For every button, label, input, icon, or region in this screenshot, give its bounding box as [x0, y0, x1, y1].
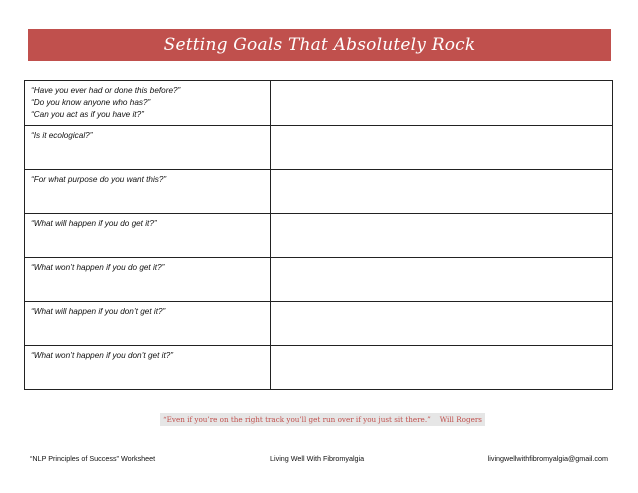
goals-worksheet-table	[24, 80, 613, 390]
answer-cell[interactable]	[271, 258, 613, 302]
table-row	[25, 214, 613, 258]
quote-author: Will Rogers	[439, 415, 482, 424]
question-text: “What will happen if you don’t get it?”	[31, 307, 166, 316]
title-banner	[28, 29, 611, 61]
table-row	[25, 302, 613, 346]
question-text: “Do you know anyone who has?”	[31, 98, 151, 107]
question-text: “What will happen if you do get it?”	[31, 219, 157, 228]
question-cell	[25, 258, 271, 302]
quote-callout	[160, 413, 485, 426]
footer-site-name: Living Well With Fibromyalgia	[270, 454, 365, 463]
answer-cell[interactable]	[271, 302, 613, 346]
footer-worksheet-title: “NLP Principles of Success” Worksheet	[30, 454, 156, 463]
question-text: “What won’t happen if you do get it?”	[31, 263, 165, 272]
answer-cell[interactable]	[271, 346, 613, 390]
quote-text: “Even if you’re on the right track you’ll get run over if you just sit there.”	[163, 415, 431, 424]
footer-email: livingwellwithfibromyalgia@gmail.com	[487, 454, 608, 463]
question-cell	[25, 302, 271, 346]
question-cell	[25, 81, 271, 126]
question-text: “What won’t happen if you don’t get it?”	[31, 351, 173, 360]
question-text: “Is it ecological?”	[31, 131, 93, 140]
answer-cell[interactable]	[271, 214, 613, 258]
question-cell	[25, 346, 271, 390]
question-text: “Can you act as if you have it?”	[31, 110, 144, 119]
table-row	[25, 170, 613, 214]
answer-cell[interactable]	[271, 126, 613, 170]
table-row	[25, 81, 613, 126]
question-cell	[25, 214, 271, 258]
answer-cell[interactable]	[271, 81, 613, 126]
table-row	[25, 346, 613, 390]
table-row	[25, 126, 613, 170]
question-cell	[25, 126, 271, 170]
question-text: “For what purpose do you want this?”	[31, 175, 167, 184]
question-text: “Have you ever had or done this before?”	[31, 86, 181, 95]
question-cell	[25, 170, 271, 214]
table-row	[25, 258, 613, 302]
answer-cell[interactable]	[271, 170, 613, 214]
page-title: Setting Goals That Absolutely Rock	[163, 35, 476, 55]
